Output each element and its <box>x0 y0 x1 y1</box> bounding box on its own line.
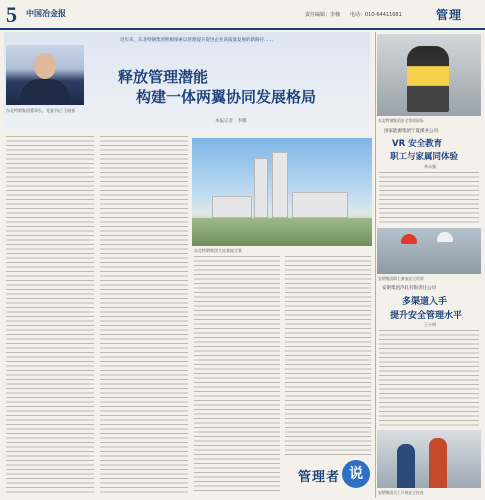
worker-figure <box>407 46 449 112</box>
portrait-photo <box>6 45 84 105</box>
sidebar-story-2-title-1: 多渠道入手 <box>402 297 448 307</box>
person-figure <box>429 438 447 488</box>
headline-line-2: 构建一体两翼协同发展格局 <box>136 88 317 106</box>
sidebar-photo-2-caption: 安钢集团职工参加安全培训 <box>378 276 424 281</box>
factory-photo <box>192 138 372 246</box>
sidebar-story-2-text <box>379 330 479 426</box>
factory-tower <box>272 152 288 218</box>
sidebar-photo-3 <box>377 430 481 488</box>
body-column-4 <box>285 256 371 456</box>
newspaper-masthead: 中国冶金报 <box>26 9 66 18</box>
factory-caption: 东北特钢集团大连基地全景 <box>194 248 242 253</box>
red-hardhat <box>401 234 417 244</box>
sidebar-story-2-title-2: 提升安全管理水平 <box>390 311 463 321</box>
sidebar-photo-1 <box>377 34 481 116</box>
factory-greenery <box>192 218 372 246</box>
sidebar-story-1-title-2: 职工与家属同体验 <box>390 152 459 162</box>
page-number: 5 <box>6 2 17 27</box>
white-hardhat <box>437 232 453 242</box>
factory-building <box>292 192 348 218</box>
sidebar-story-2-kicker: 安钢集团冷轧有限责任公司 <box>382 286 436 291</box>
sidebar-story-1-kicker: 国家能源集团宁夏煤业公司 <box>384 129 438 134</box>
editor-info: 责任编辑：李楠 电话：010-64411681 <box>305 12 402 18</box>
portrait-body <box>20 79 70 105</box>
column-logo-mark: 说 <box>342 460 370 488</box>
person-figure <box>397 444 415 488</box>
body-column-2 <box>100 136 188 494</box>
sidebar-story-1-title-1: VR 安全教育 <box>392 139 443 149</box>
body-column-1 <box>6 136 94 494</box>
sidebar-photo-3-caption: 安钢集团员工开展安全检查 <box>378 490 424 495</box>
portrait-head <box>34 53 56 79</box>
sidebar-story-2-author: 王小明 <box>424 322 436 327</box>
section-title: 管理 <box>436 8 463 22</box>
byline: 本报记者 李娜 <box>215 119 247 124</box>
page-header <box>0 0 485 30</box>
sidebar-story-1-text <box>379 172 479 224</box>
column-logo-text: 管理者 <box>298 470 341 485</box>
headline-line-1: 释放管理潜能 <box>118 68 209 86</box>
feature-lede: 近年来，东北特钢集团积极探索以管理提升促进企业高质量发展的新路径…… <box>120 38 273 43</box>
sidebar-photo-2 <box>377 228 481 274</box>
sidebar-photo-1-caption: 东北特钢集团安全培训现场 <box>378 118 424 123</box>
sidebar-story-1-author: 李永强 <box>424 164 436 169</box>
body-column-3 <box>194 256 280 494</box>
factory-building <box>212 196 252 218</box>
factory-tower <box>254 158 268 218</box>
portrait-caption: 东北特钢集团董事长、党委书记 王晓春 <box>6 108 76 113</box>
